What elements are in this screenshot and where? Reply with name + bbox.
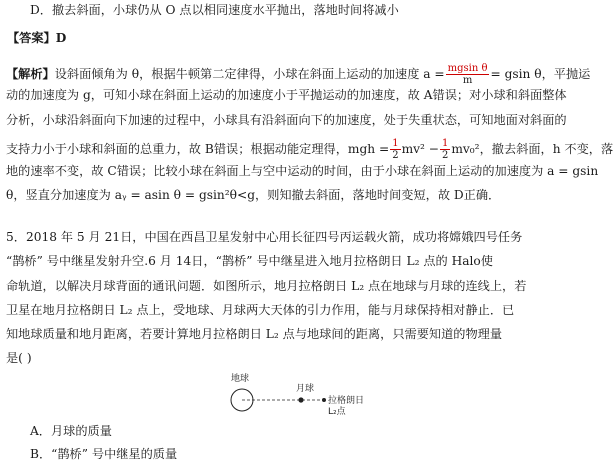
analysis-label: 【解析】 bbox=[6, 67, 55, 81]
option-d: D．撤去斜面，小球仍从 O 点以相同速度水平抛出，落地时间将减小 bbox=[30, 3, 399, 17]
fraction-denominator: 2 bbox=[441, 150, 449, 161]
analysis-text-4b: mv² − bbox=[401, 142, 439, 156]
question5-line-4: 卫星在地月拉格朗日 L₂ 点上，受地球、月球两大天体的引力作用，能与月球保持相对静止．已 bbox=[6, 303, 515, 317]
lagrange-label: 拉格朗日 bbox=[328, 396, 365, 406]
question5-line-2: “鹊桥” 号中继星发射升空.6 月 14日，“鹊桥” 号中继星进入地月拉格朗日 L₂ 点的 Halo使 bbox=[6, 254, 493, 268]
fraction-numerator: 1 bbox=[441, 138, 449, 149]
option-b: B．“鹊桥” 号中继星的质量 bbox=[30, 447, 178, 461]
fraction-numerator: 1 bbox=[392, 138, 399, 149]
analysis-line-6: θ，竖直分加速度为 aᵧ = asin θ = gsin²θ<g，则知撤去斜面，落地时间变短，故 D正确． bbox=[6, 188, 501, 202]
option-a: A．月球的质量 bbox=[30, 424, 112, 438]
analysis-text-1-tail: = gsin θ，平抛运 bbox=[490, 67, 591, 81]
l2-point bbox=[322, 398, 326, 402]
analysis-text-4c: mv₀²，撤去斜面，h 不变，落 bbox=[451, 142, 613, 156]
fraction-numerator: mgsin θ bbox=[447, 63, 488, 74]
fraction-half-1 bbox=[390, 138, 400, 161]
analysis-line-3: 分析，小球沿斜面向下加速的过程中，小球具有沿斜面向下的加速度，处于失重状态，可知地面对斜面的 bbox=[6, 113, 567, 127]
moon-label: 月球 bbox=[296, 384, 315, 394]
fraction-denominator: 2 bbox=[392, 150, 399, 161]
question5-line-3: 命轨道，以解决月球背面的通讯问题．如图所示，地月拉格朗日 L₂ 点在地球与月球的连线上，若 bbox=[6, 279, 527, 293]
fraction-half-2 bbox=[440, 138, 450, 161]
analysis-text-4a: 支持力小于小球和斜面的总重力，故 B错误；根据动能定理得，mgh = bbox=[6, 142, 390, 156]
moon-dot bbox=[298, 397, 303, 402]
analysis-line-1 bbox=[6, 63, 590, 86]
analysis-text-1: 设斜面倾角为 θ，根据牛顿第二定律得，小球在斜面上运动的加速度 a = bbox=[54, 67, 445, 81]
earth-moon-diagram bbox=[226, 373, 376, 423]
analysis-line-5: 地的速率不变，故 C错误；比较小球在斜面上与空中运动的时间，由于小球在斜面上运动的加速度为 a = gsin bbox=[6, 164, 599, 178]
answer-label: 【答案】D bbox=[7, 31, 67, 45]
question5-line-5: 知地球质量和地月距离，若要计算地月拉格朗日 L₂ 点与地球间的距离，只需要知道的物理量 bbox=[6, 327, 503, 341]
analysis-line-4 bbox=[6, 138, 613, 161]
question5-line-6: 是( ) bbox=[6, 351, 32, 365]
analysis-line-2: 动的加速度为 g，可知小球在斜面上运动的加速度小于平抛运动的加速度，故 A错误；对小球和斜面整体 bbox=[6, 88, 567, 102]
fraction-mgsin bbox=[446, 63, 490, 86]
fraction-denominator: m bbox=[462, 75, 473, 86]
question5-line-1: 5．2018 年 5 月 21日，中国在西昌卫星发射中心用长征四号丙运载火箭，成功将嫦娥四号任务 bbox=[6, 230, 523, 244]
earth-label: 地球 bbox=[231, 374, 250, 384]
l2-label: L₂点 bbox=[328, 407, 346, 417]
